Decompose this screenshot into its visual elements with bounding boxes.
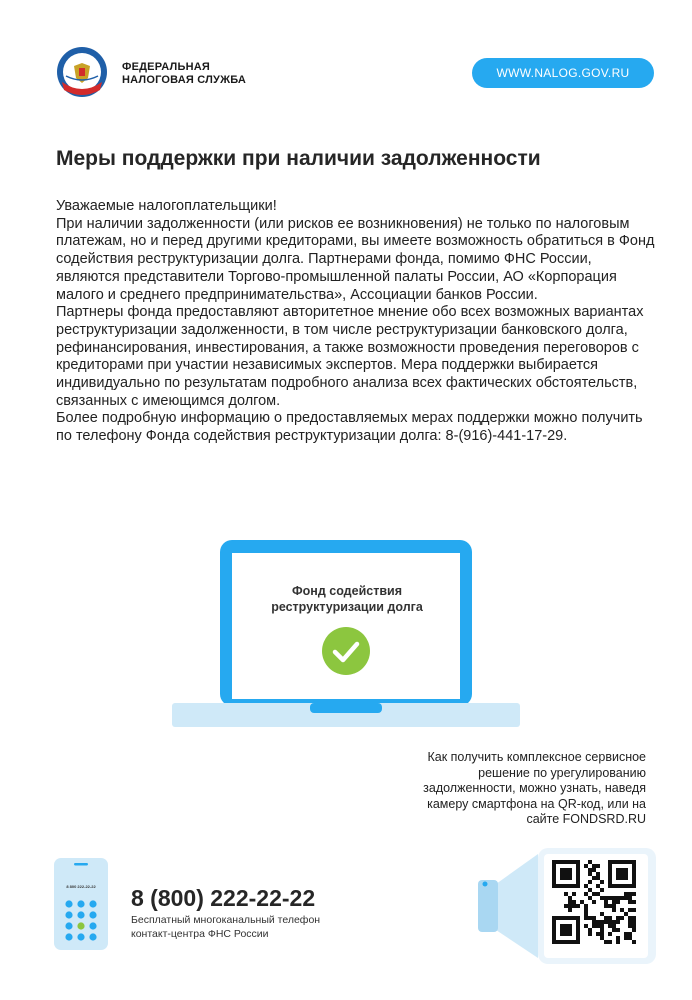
qr-caption [360, 750, 646, 828]
qr-caption-line3: задолженности, можно узнать, наведя [423, 781, 646, 795]
body-paragraph-partners: Партнеры фонда предоставляют авторитетное мнение обо всех возможных вариантах реструктуризации задолженности, в том числе реструктуризации банковского долга, рефинансирования, инвестирования, а также возможности проведения переговоров с кредиторами при участии независимых экспертов. Мера поддержки выбирается индивидуально по результатам подробного анализа всех фактических обстоятельств, связанных с имеющимся долгом. [56, 304, 644, 409]
qr-caption-line2: решение по урегулированию [478, 765, 646, 780]
hotline-desc-line1: Бесплатный многоканальный телефон [131, 914, 321, 926]
body-paragraph-fund: При наличии задолженности (или рисков ее возникновения) не только по налоговым платежам, но и перед другими кредиторами, вы имеете возможность обратиться в Фонд содействия реструктуризации долга. Партнерами фонда, помимо ФНС России, являются представители Торгово-промышленной палаты России, АО «Корпорация малого и среднего предпринимательства», Ассоциации банков России. [56, 215, 655, 303]
hotline-desc-line2: контакт-центра ФНС России [131, 928, 269, 940]
hotline-number[interactable]: 8 (800) 222-22-22 [131, 885, 316, 911]
hotline-description [131, 913, 320, 941]
check-circle-icon [322, 627, 370, 675]
laptop-screen-line2: реструктуризации долга [271, 600, 423, 614]
org-name-line1: ФЕДЕРАЛЬНАЯ [122, 61, 210, 73]
fns-emblem-icon [56, 46, 108, 98]
phone-icon [54, 858, 108, 950]
body-paragraph-greeting: Уважаемые налогоплательщики! [56, 198, 277, 214]
qr-code-icon[interactable] [552, 860, 636, 944]
phone-screen-number: 8 800 222-22-22 [66, 884, 96, 889]
org-name [122, 61, 246, 87]
laptop-screen-title [240, 583, 454, 615]
qr-caption-line4: камеру смартфона на QR-код, или на [427, 796, 646, 811]
org-name-line2: НАЛОГОВАЯ СЛУЖБА [122, 74, 247, 86]
page-title: Меры поддержки при наличии задолженности [56, 147, 541, 170]
laptop-screen-line1: Фонд содействия [292, 584, 402, 598]
qr-caption-line1: Как получить комплексное сервисное [427, 750, 646, 764]
body-text [56, 198, 656, 446]
site-link-button[interactable]: WWW.NALOG.GOV.RU [472, 58, 654, 88]
body-paragraph-contacts: Более подробную информацию о предоставляемых мерах поддержки можно получить по телефону Фонда содействия реструктуризации долга: 8-(916)-441-17-29. [56, 410, 643, 445]
qr-caption-line5: сайте FONDSRD.RU [526, 812, 646, 826]
